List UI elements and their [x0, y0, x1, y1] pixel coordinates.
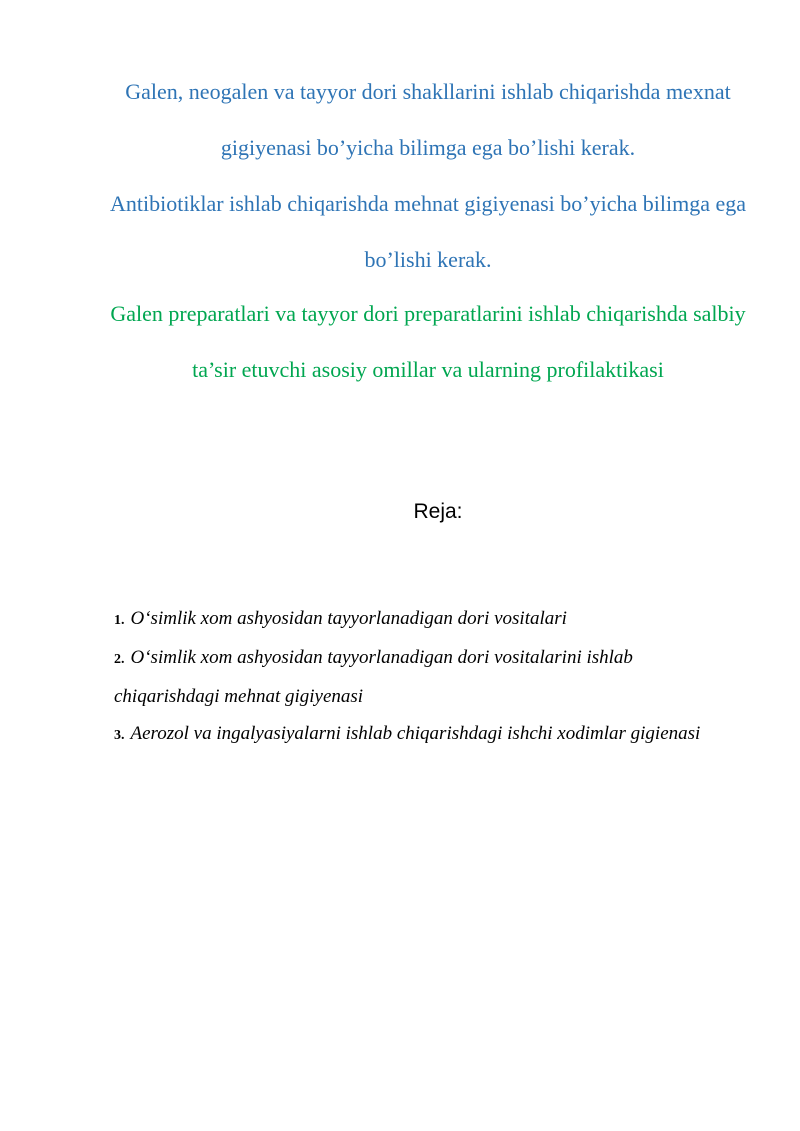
plan-item — [114, 600, 724, 639]
plan-title: Reja: — [413, 500, 463, 523]
plan-item-number: 2. — [114, 652, 125, 667]
plan-item — [114, 639, 724, 715]
heading-antibiotics-hygiene: Antibiotiklar ishlab chiqarishda mehnat gigiyenasi bo’yicha bilimga ega bo’lishi kerak. — [109, 191, 746, 272]
plan-item-number: 1. — [114, 613, 125, 628]
plan-item-number: 3. — [114, 728, 125, 743]
plan-item-text: Aerozol va ingalyasiyalarni ishlab chiqarishdagi ishchi xodimlar gigienasi — [130, 723, 701, 744]
plan-item-text: O‘simlik xom ashyosidan tayyorlanadigan dori vositalari — [130, 608, 567, 629]
heading-negative-factors: Galen preparatlari va tayyor dori preparatlarini ishlab chiqarishda salbiy ta’sir etuvchi asosiy omillar va ularning profilaktikasi — [110, 301, 746, 382]
plan-item-text: O‘simlik xom ashyosidan tayyorlanadigan dori vositalarini ishlab chiqarishdagi mehnat gigiyenasi — [114, 647, 633, 707]
heading-galen-hygiene: Galen, neogalen va tayyor dori shakllarini ishlab chiqarishda mexnat gigiyenasi bo’yicha bilimga ega bo’lishi kerak. — [125, 79, 731, 160]
plan-list — [114, 600, 724, 754]
plan-item — [114, 715, 724, 754]
